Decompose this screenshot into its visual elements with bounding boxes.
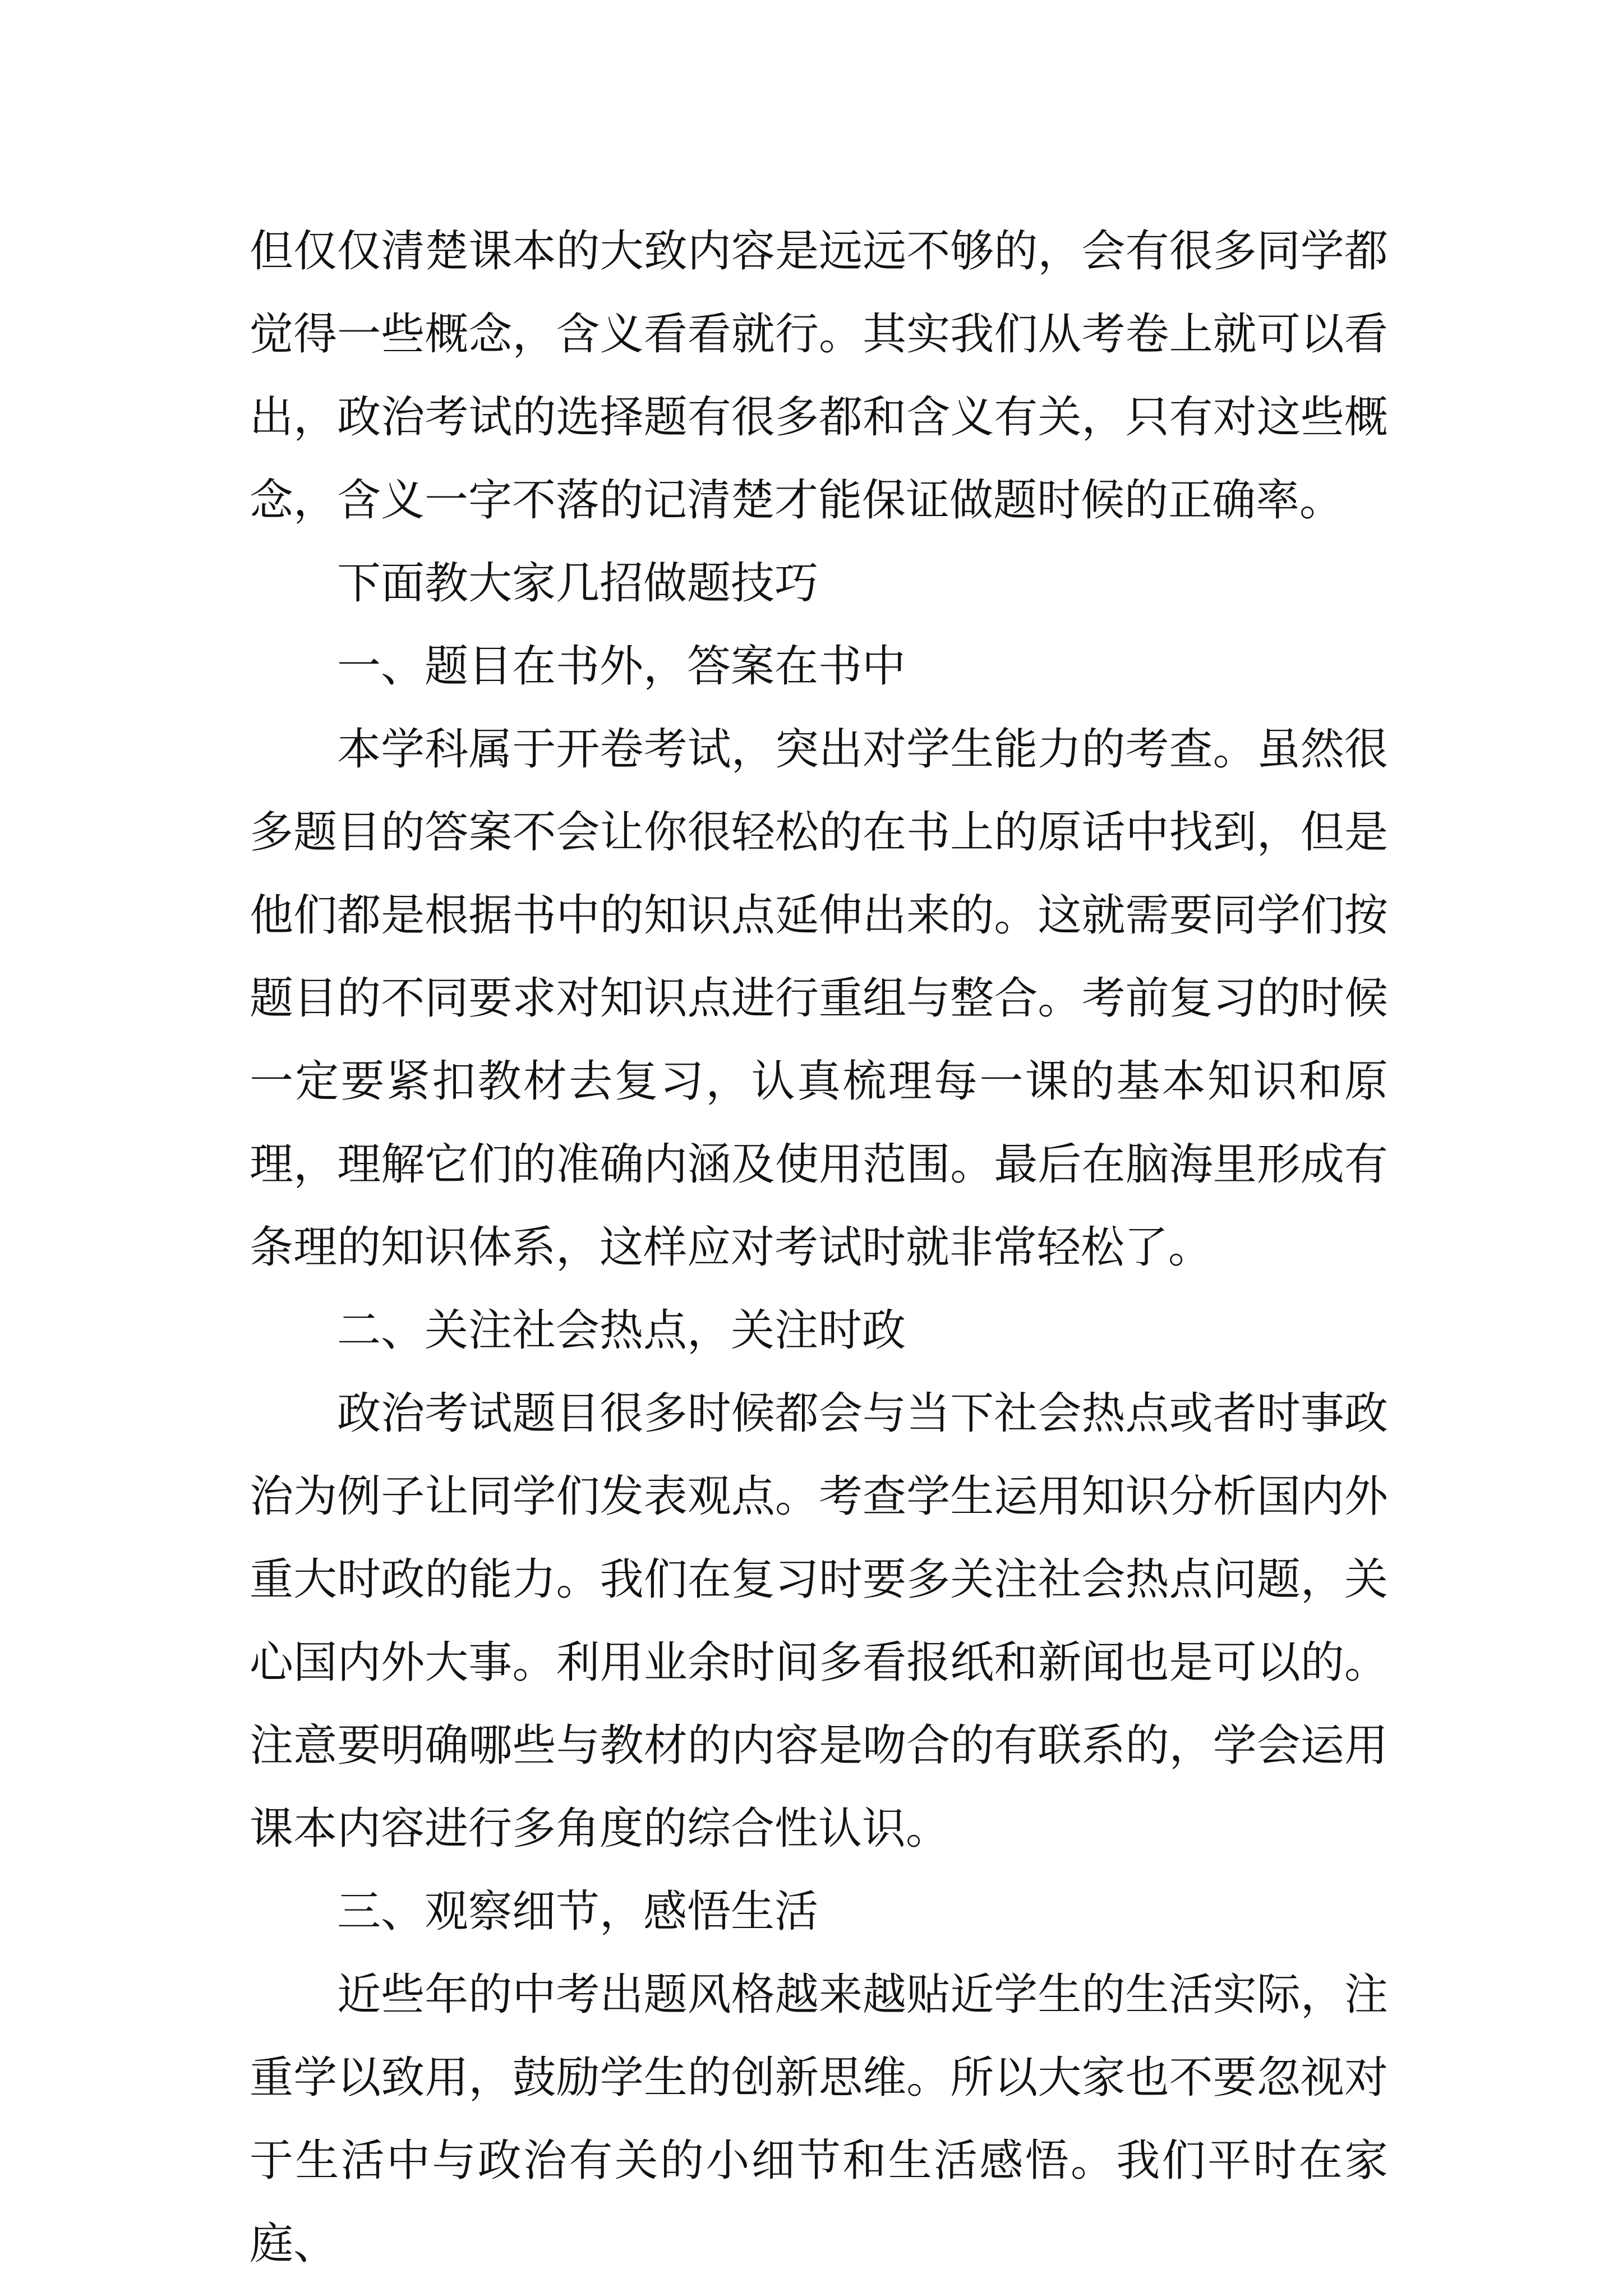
- paragraph-intro-tips: 下面教大家几招做题技巧: [337, 558, 819, 609]
- section-heading-3: 三、观察细节，感悟生活: [337, 1887, 819, 1937]
- section-heading-1: 一、题目在书外，答案在书中: [337, 641, 906, 692]
- paragraph-section-3: 近些年的中考出题风格越来越贴近学生的生活实际，注重学以致用，鼓励学生的创新思维。所以大家也不要忽视对于生活中与政治有关的小细节和生活感悟。我们平时在家庭、: [250, 1970, 1388, 2269]
- paragraph-section-2: 政治考试题目很多时候都会与当下社会热点或者时事政治为例子让同学们发表观点。考查学生运用知识分析国内外重大时政的能力。我们在复习时要多关注社会热点问题，关心国内外大事。利用业余时间多看报纸和新闻也是可以的。注意要明确哪些与教材的内容是吻合的有联系的，学会运用课本内容进行多角度的综合性认识。: [250, 1388, 1388, 1854]
- document-body: [250, 210, 1388, 2285]
- paragraph-section-1: 本学科属于开卷考试，突出对学生能力的考查。虽然很多题目的答案不会让你很轻松的在书上的原话中找到，但是他们都是根据书中的知识点延伸出来的。这就需要同学们按题目的不同要求对知识点进行重组与整合。考前复习的时候一定要紧扣教材去复习，认真梳理每一课的基本知识和原理，理解它们的准确内涵及使用范围。最后在脑海里形成有条理的知识体系，这样应对考试时就非常轻松了。: [250, 724, 1388, 1273]
- paragraph-continuation: 但仅仅清楚课本的大致内容是远远不够的，会有很多同学都觉得一些概念，含义看看就行。其实我们从考卷上就可以看出，政治考试的选择题有很多都和含义有关，只有对这些概念，含义一字不落的记清楚才能保证做题时候的正确率。: [250, 226, 1388, 526]
- section-heading-2: 二、关注社会热点，关注时政: [337, 1305, 906, 1356]
